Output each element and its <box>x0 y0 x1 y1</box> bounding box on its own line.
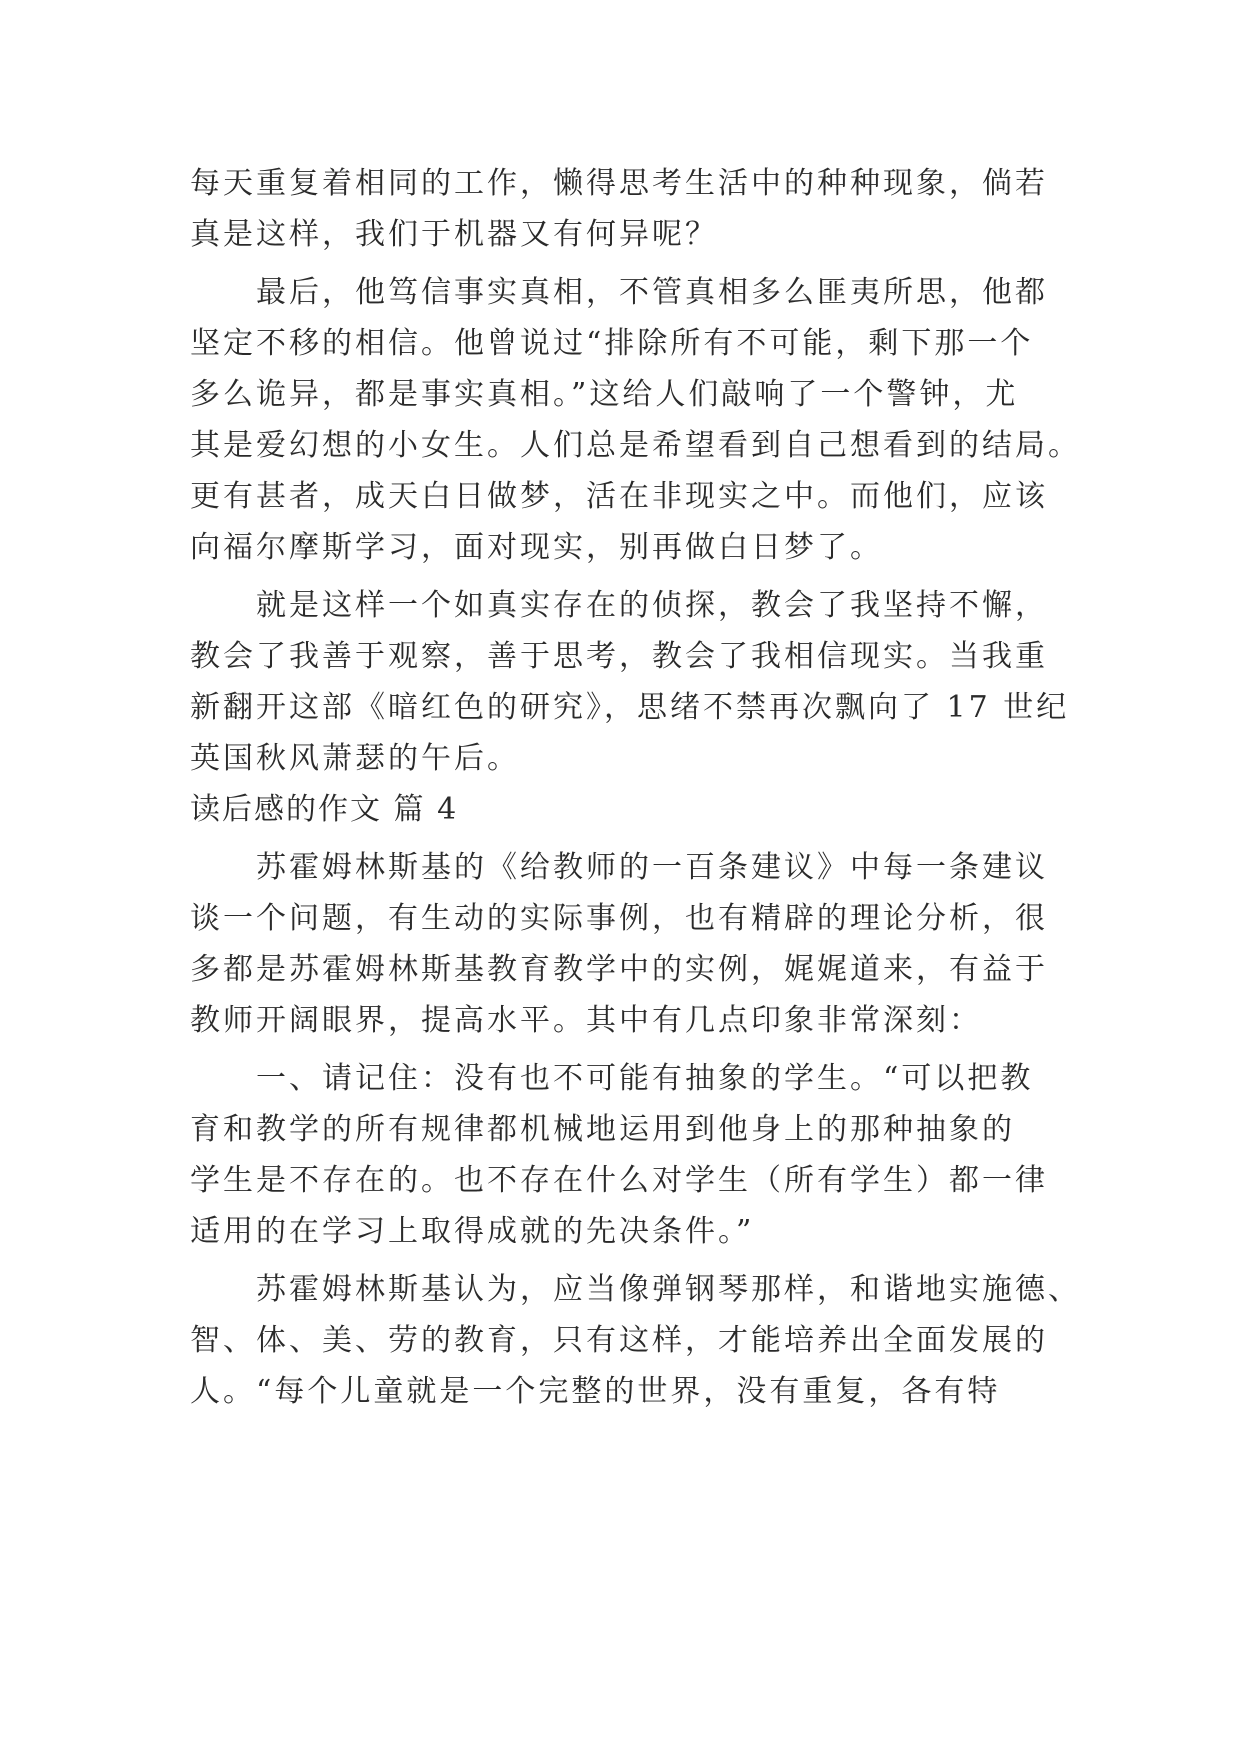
text-line: 多么诡异，都是事实真相。”这给人们敲响了一个警钟，尤 <box>190 377 1019 412</box>
text-line: 教师开阔眼界，提高水平。其中有几点印象非常深刻： <box>190 1003 982 1038</box>
text-line: 智、体、美、劳的教育，只有这样，才能培养出全面发展的 <box>190 1323 1048 1358</box>
text-line: 多都是苏霍姆林斯基教育教学中的实例，娓娓道来，有益于 <box>190 952 1048 987</box>
text-line: 向福尔摩斯学习，面对现实，别再做白日梦了。 <box>190 530 883 565</box>
text-line: 坚定不移的相信。他曾说过“排除所有不可能，剩下那一个 <box>190 326 1034 361</box>
section-heading: 读后感的作文 篇 4 <box>190 792 459 827</box>
text-line: 英国秋风萧瑟的午后。 <box>190 741 520 776</box>
paragraph-first-line: 最后，他笃信事实真相，不管真相多么匪夷所思，他都 <box>256 275 1048 310</box>
text-line: 谈一个问题，有生动的实际事例，也有精辟的理论分析，很 <box>190 901 1048 936</box>
text-line: 新翻开这部《暗红色的研究》，思绪不禁再次飘向了 17 世纪 <box>190 690 1070 725</box>
text-line: 人。“每个儿童就是一个完整的世界，没有重复，各有特 <box>190 1374 1001 1409</box>
paragraph-first-line: 苏霍姆林斯基的《给教师的一百条建议》中每一条建议 <box>256 850 1048 885</box>
text-line: 适用的在学习上取得成就的先决条件。” <box>190 1214 755 1249</box>
text-line: 学生是不存在的。也不存在什么对学生（所有学生）都一律 <box>190 1163 1048 1198</box>
text-line: 每天重复着相同的工作，懒得思考生活中的种种现象，倘若 <box>190 166 1048 201</box>
text-line: 更有甚者，成天白日做梦，活在非现实之中。而他们，应该 <box>190 479 1048 514</box>
paragraph-first-line: 就是这样一个如真实存在的侦探，教会了我坚持不懈， <box>256 588 1048 623</box>
text-line: 教会了我善于观察，善于思考，教会了我相信现实。当我重 <box>190 639 1048 674</box>
paragraph-first-line: 一、请记住：没有也不可能有抽象的学生。“可以把教 <box>256 1061 1034 1096</box>
text-line: 真是这样，我们于机器又有何异呢？ <box>190 217 718 252</box>
text-line: 育和教学的所有规律都机械地运用到他身上的那种抽象的 <box>190 1112 1015 1147</box>
document-body <box>190 158 1081 1417</box>
paragraph-first-line: 苏霍姆林斯基认为，应当像弹钢琴那样，和谐地实施德、 <box>256 1272 1081 1307</box>
text-line: 其是爱幻想的小女生。人们总是希望看到自己想看到的结局。 <box>190 428 1081 463</box>
